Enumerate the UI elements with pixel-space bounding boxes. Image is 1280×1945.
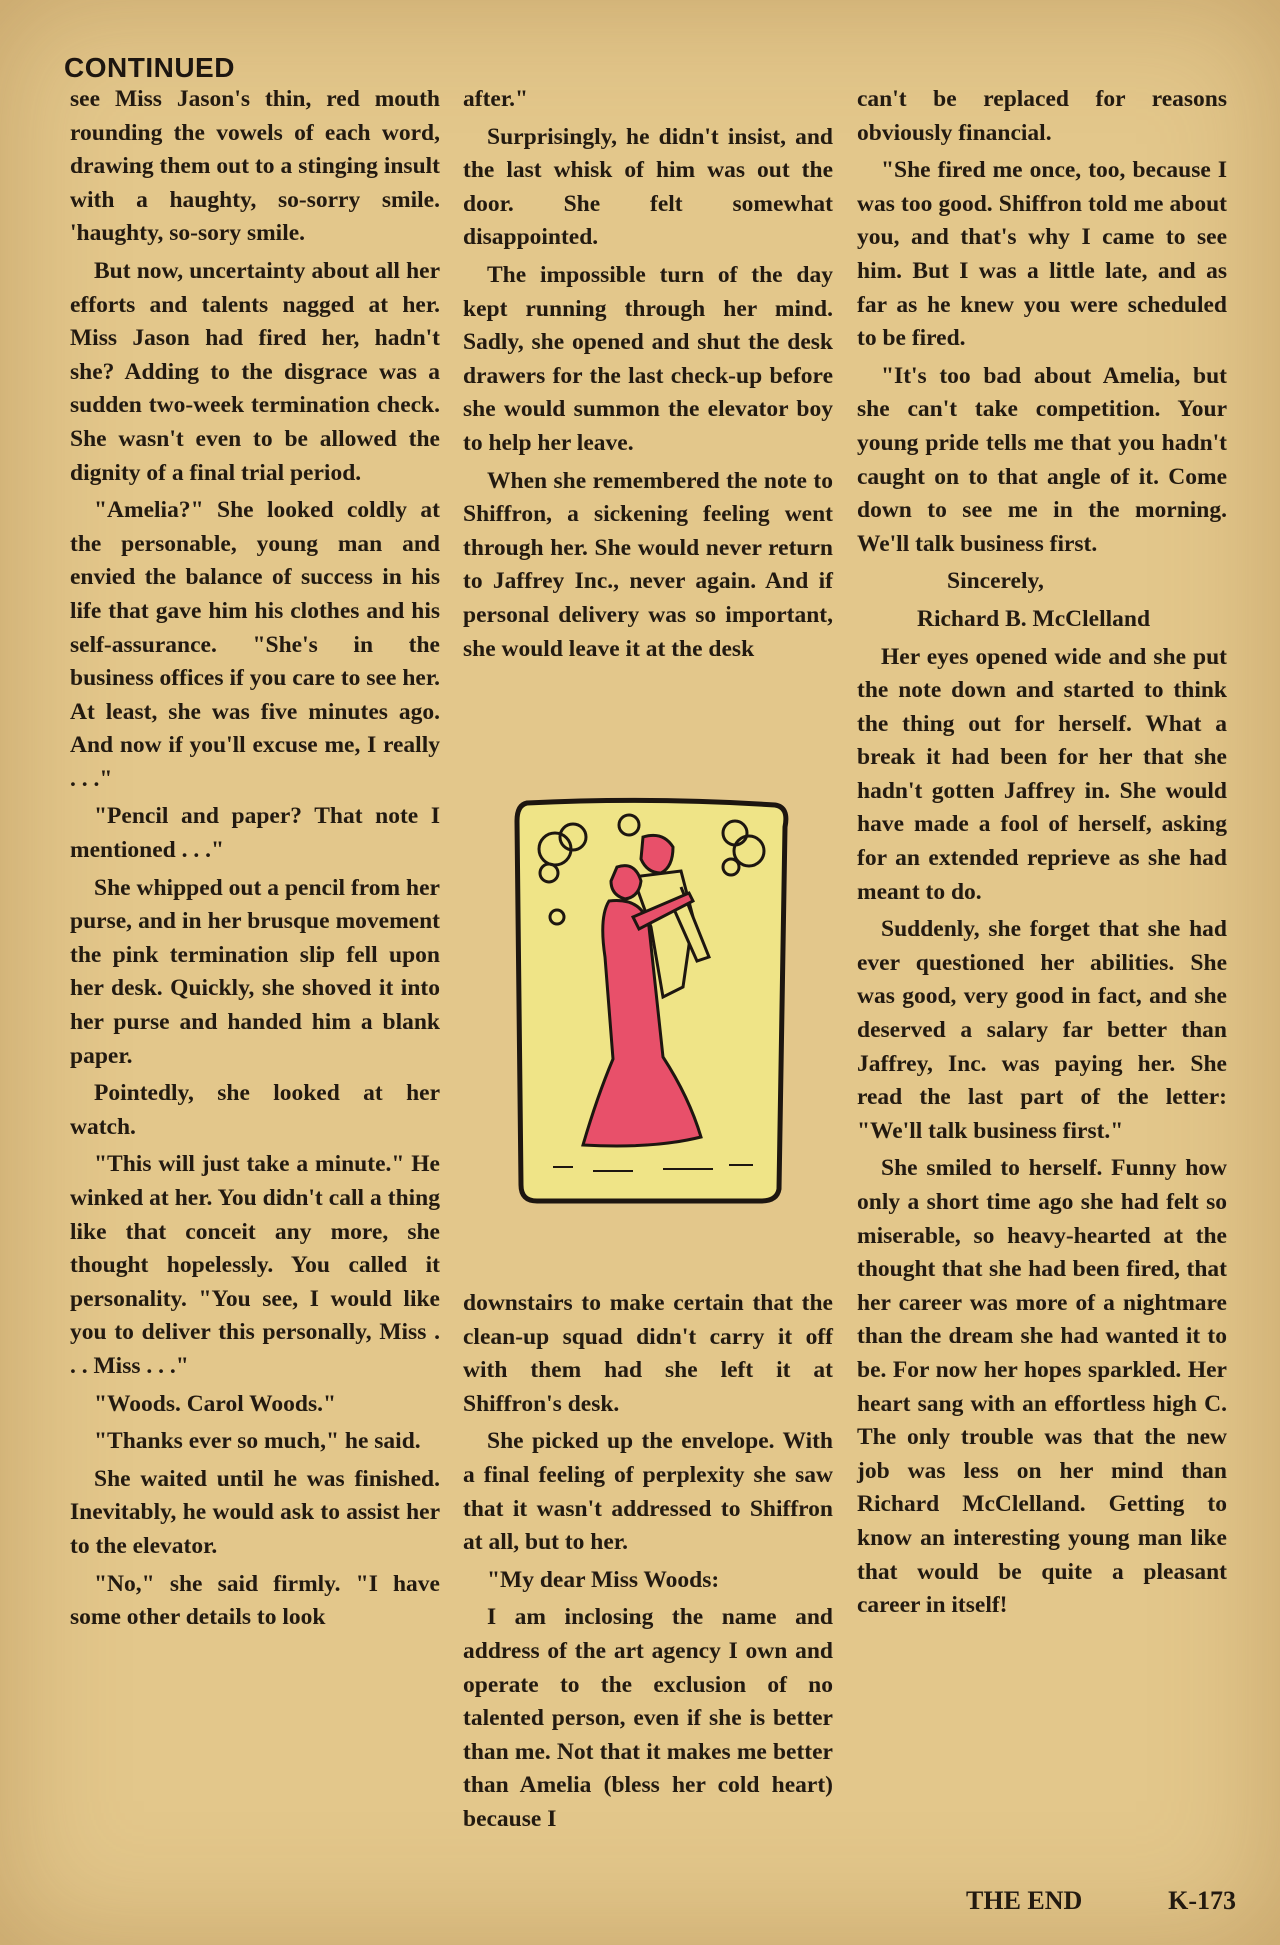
- paragraph: Surprisingly, he didn't insist, and the last whisk of him was out the door. She felt somewhat disappointed.: [463, 123, 833, 251]
- paragraph: can't be replaced for reasons obviously financial.: [857, 86, 1227, 146]
- the-end-label: THE END: [966, 1886, 1083, 1915]
- paragraph: "My dear Miss Woods:: [487, 1566, 720, 1593]
- continued-heading: CONTINUED: [64, 52, 235, 83]
- paragraph: I am inclosing the name and address of the art agency I own and operate to the exclusion of no talented person, even if she is better than me. Not that it makes me better than Amelia (bless her cold heart) because I: [463, 1604, 833, 1832]
- paragraph: Pointedly, she looked at her watch.: [70, 1080, 440, 1140]
- paragraph: Her eyes opened wide and she put the note down and started to think the thing out for herself. What a break it had been for her that she hadn't gotten Jaffrey in. She would have made a fool of herself, asking for an extended reprieve as she had meant to do.: [857, 643, 1227, 905]
- letter-signature: Richard B. McClelland: [917, 605, 1151, 632]
- paragraph: She waited until he was finished. Inevitably, he would ask to assist her to the elevator.: [70, 1465, 440, 1559]
- text-column-3: [857, 83, 1227, 1627]
- paragraph: "She fired me once, too, because I was too good. Shiffron told me about you, and that's why I came to see him. But I was a little late, and as far as he knew you were scheduled to be fired.: [857, 157, 1227, 352]
- paragraph: She whipped out a pencil from her purse, and in her brusque movement the pink termination slip fell upon her desk. Quickly, she shoved it into her purse and handed him a blank paper.: [70, 874, 440, 1069]
- paragraph: "Amelia?" She looked coldly at the personable, young man and envied the balance of success in his life that gave him his clothes and his self-assurance. "She's in the business offices if you care to see her. At least, she was five minutes ago. And now if you'll excuse me, I really . . .": [70, 497, 440, 792]
- paragraph: "Pencil and paper? That note I mentioned . . .": [70, 803, 440, 864]
- paragraph: after.": [463, 86, 529, 112]
- paragraph: "It's too bad about Amelia, but she can't take competition. Your young pride tells me that you hadn't caught on to that angle of it. Come down to see me in the morning. We'll talk business first.: [857, 362, 1227, 557]
- paragraph: The impossible turn of the day kept running through her mind. Sadly, she opened and shut the desk drawers for the last check-up before she would summon the elevator boy to help her leave.: [463, 261, 833, 456]
- paragraph: "Woods. Carol Woods.": [94, 1390, 337, 1417]
- paragraph: She picked up the envelope. With a final feeling of perplexity she saw that it wasn't addressed to Shiffron at all, but to her.: [463, 1428, 833, 1556]
- letter-closing: Sincerely,: [947, 568, 1044, 595]
- paragraph: see Miss Jason's thin, red mouth rounding the vowels of each word, drawing them out to a stinging insult with a haughty, so-sorry smile. 'haughty, so-sory smile.: [70, 86, 440, 247]
- text-column-2-top: [463, 83, 833, 670]
- paragraph: She smiled to herself. Funny how only a short time ago she had felt so miserable, so heavy-hearted at the thought that she had been fired, that her career was more of a nightmare than the dream she had wanted it to be. For now her hopes sparkled. Her heart sang with an effortless high C. The only trouble was that the new job was less on her mind than Richard McClelland. Getting to know an interesting young man like that would be quite a pleasant career in itself!: [857, 1155, 1227, 1619]
- text-column-1: [70, 83, 440, 1639]
- paragraph: Suddenly, she forget that she had ever questioned her abilities. She was good, very good in fact, and she deserved a salary far better than Jaffrey, Inc. was paying her. She read the last part of the letter: "We'll talk business first.": [857, 916, 1227, 1144]
- paragraph: "This will just take a minute." He winked at her. You didn't call a thing like that conceit any more, she thought hopelessly. You called it personality. "You see, I would like you to deliver this personally, Miss . . . Miss . . .": [70, 1151, 440, 1379]
- page-code: K-173: [1168, 1886, 1236, 1915]
- paragraph: downstairs to make certain that the clean-up squad didn't carry it off with them had she left it at Shiffron's desk.: [463, 1290, 833, 1417]
- paragraph: But now, uncertainty about all her efforts and talents nagged at her. Miss Jason had fired her, hadn't she? Adding to the disgrace was a sudden two-week termination check. She wasn't even to be allowed the dignity of a final trial period.: [70, 257, 440, 486]
- paragraph: "Thanks ever so much," he said.: [94, 1428, 421, 1455]
- page-footer: [966, 1886, 1236, 1916]
- text-column-2-bottom: [463, 1287, 833, 1841]
- paragraph: "No," she said firmly. "I have some other details to look: [70, 1570, 440, 1631]
- paragraph: When she remembered the note to Shiffron, a sickening feeling went through her. She would never return to Jaffrey Inc., never again. And if personal delivery was so important, she would leave it at the desk: [463, 467, 833, 662]
- dancing-couple-illustration: [513, 797, 789, 1205]
